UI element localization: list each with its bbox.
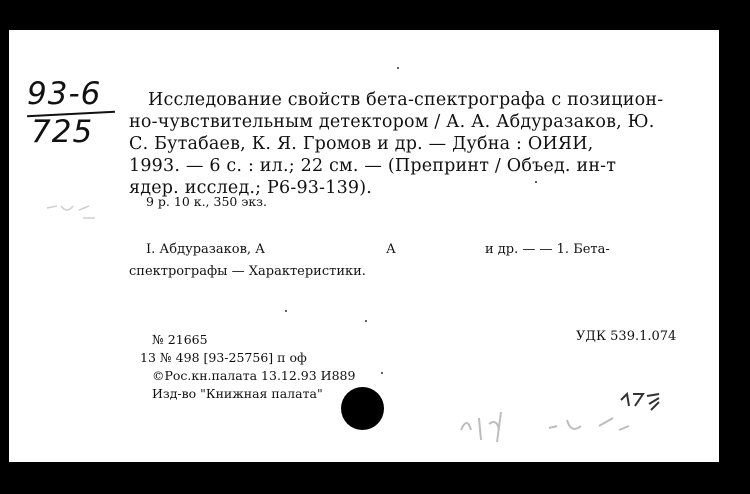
registration-number: № 21665 xyxy=(152,332,208,347)
title-line-4: 1993. — 6 с. : ил.; 22 см. — (Препринт / Объед. ин-т xyxy=(129,156,617,176)
publisher-line: Изд-во "Книжная палата" xyxy=(152,386,323,401)
tracing-line-2: спектрографы — Характеристики. xyxy=(129,264,366,279)
title-line-5: ядер. исслед.; Р6-93-139). xyxy=(129,178,373,198)
faint-mark-left-icon xyxy=(43,196,103,226)
title-line-2: но-чувствительным детектором / А. А. Абдуразаков, Ю. xyxy=(129,112,655,132)
speck xyxy=(381,372,383,374)
title-line-1: Исследование свойств бета-спектрографа с позицион- xyxy=(148,90,664,110)
call-number-bottom: 725 xyxy=(31,114,94,150)
record-line: 13 № 498 [93-25756] п оф xyxy=(140,350,307,365)
catalog-card xyxy=(9,30,719,462)
udk-code: УДК 539.1.074 xyxy=(576,329,677,344)
tracing-subject: и др. — — 1. Бета- xyxy=(485,242,610,257)
copyright-line: ©Рос.кн.палата 13.12.93 И889 xyxy=(152,368,356,383)
punch-hole xyxy=(341,387,384,430)
speck xyxy=(535,181,537,183)
title-line-3: С. Бутабаев, К. Я. Громов и др. — Дубна : ОИЯИ, xyxy=(129,134,594,154)
tracing-initial: А xyxy=(386,242,396,257)
speck xyxy=(365,320,367,322)
speck xyxy=(285,310,287,312)
faint-scribble-icon xyxy=(449,400,649,450)
call-number-top: 93-6 xyxy=(27,76,102,112)
speck xyxy=(397,67,399,69)
tracing-name: I. Абдуразаков, А xyxy=(146,242,266,257)
price-line: 9 р. 10 к., 350 экз. xyxy=(146,194,267,209)
